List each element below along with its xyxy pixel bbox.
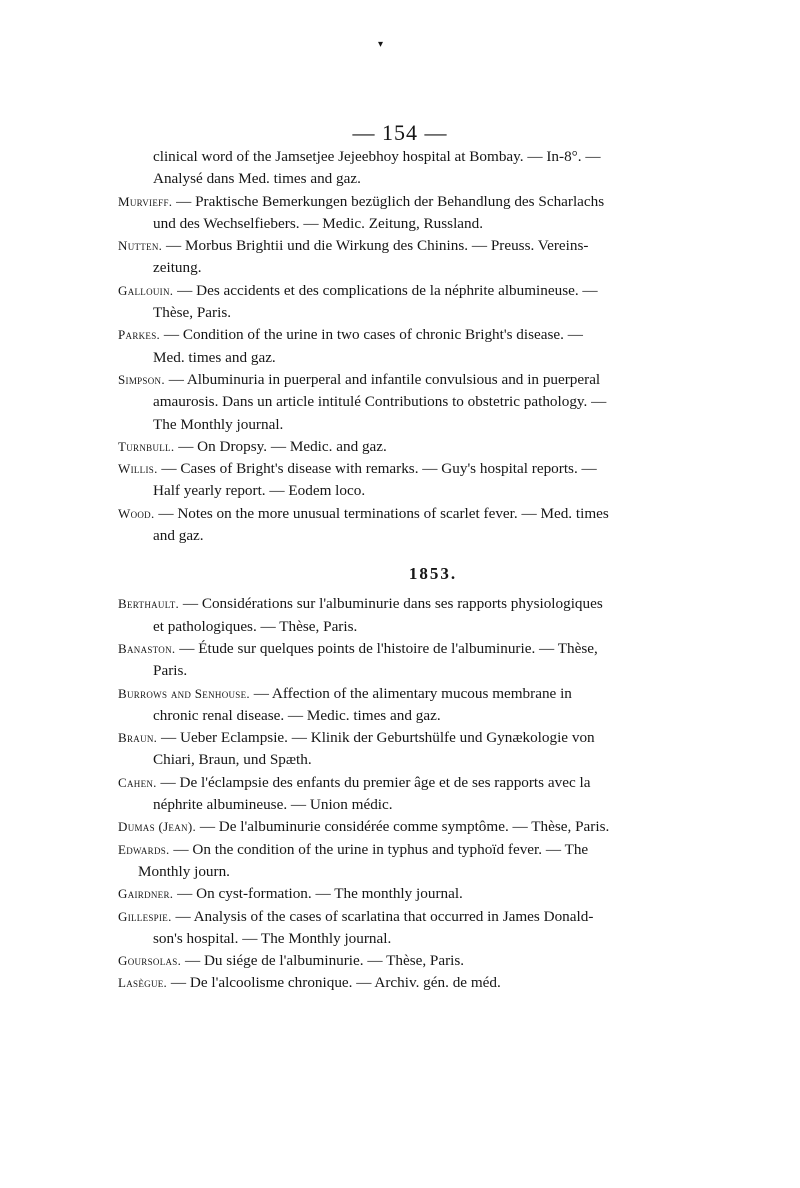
- bibliography-entry: [118, 280, 748, 325]
- bibliography-entry: [118, 816, 748, 838]
- entry-continuation-line: Monthly journ.: [138, 862, 230, 880]
- entry-continuation-line: chronic renal disease. — Medic. times and gaz.: [153, 706, 441, 724]
- entry-title: — On Dropsy. — Medic. and gaz.: [174, 437, 387, 455]
- bibliography-entry: [118, 235, 748, 280]
- bibliography-entry: [118, 772, 748, 817]
- entry-title: — Notes on the more unusual terminations of scarlet fever. — Med. times: [154, 504, 609, 522]
- entry-first-line: [118, 191, 748, 213]
- entry-continuation-line: Thèse, Paris.: [153, 304, 232, 322]
- entry-continuation-line: amaurosis. Dans un article intitulé Contributions to obstetric pathology. —: [153, 393, 607, 411]
- bibliography-entry: [118, 883, 748, 905]
- entry-title: — Cases of Bright's disease with remarks. — Guy's hospital reports. —: [157, 460, 597, 478]
- entry-first-line: [118, 436, 748, 458]
- entry-author: Gillespie.: [118, 908, 172, 924]
- entry-continuation-line: son's hospital. — The Monthly journal.: [153, 929, 392, 947]
- entry-continuation-line: und des Wechselfiebers. — Medic. Zeitung, Russland.: [153, 214, 484, 232]
- entry-first-line: [118, 839, 748, 861]
- entry-continuation-line: clinical word of the Jamsetjee Jejeebhoy hospital at Bombay. — In-8°. —: [153, 148, 601, 165]
- entry-continuation-line: Paris.: [153, 662, 188, 680]
- entry-title: — Ueber Eclampsie. — Klinik der Geburtshülfe und Gynækologie von: [157, 729, 595, 747]
- entry-continuation-line: and gaz.: [153, 527, 204, 545]
- entry-first-line: [118, 638, 748, 660]
- entry-first-line: [118, 235, 748, 257]
- bibliography-entry: [118, 436, 748, 458]
- bibliography-entry: [118, 503, 748, 548]
- entry-author: Goursolas.: [118, 953, 182, 969]
- section-1853: [118, 593, 748, 994]
- entry-author: Murvieff.: [118, 193, 173, 209]
- entry-first-line: [118, 727, 748, 749]
- entry-author: Edwards.: [118, 841, 170, 857]
- entry-first-line: [118, 280, 748, 302]
- bibliography-list: [118, 146, 748, 995]
- section-1852: [118, 146, 748, 547]
- ink-mark: ▾: [378, 39, 384, 50]
- entry-title: — Praktische Bemerkungen bezüglich der Behandlung des Scharlachs: [172, 192, 605, 210]
- entry-title: — Morbus Brightii und die Wirkung des Chinins. — Preuss. Vereins-: [162, 237, 589, 255]
- bibliography-entry: [118, 458, 748, 503]
- bibliography-entry: [118, 593, 748, 638]
- entry-author: Banaston.: [118, 640, 176, 656]
- entry-continuation-line: Analysé dans Med. times and gaz.: [153, 170, 361, 188]
- entry-first-line: [118, 883, 748, 905]
- bibliography-entry: [118, 191, 748, 236]
- bibliography-entry: [118, 906, 748, 951]
- entry-first-line: [118, 972, 748, 994]
- entry-continuation-line: Med. times and gaz.: [153, 348, 276, 366]
- entry-first-line: [118, 369, 748, 391]
- entry-continuation-line: Chiari, Braun, und Spæth.: [153, 751, 312, 769]
- entry-first-line: [118, 324, 748, 346]
- bibliography-entry: [118, 950, 748, 972]
- entry-author: Lasègue.: [118, 975, 168, 991]
- entry-author: Gallouin.: [118, 282, 174, 298]
- bibliography-entry: [118, 369, 748, 436]
- entry-first-line: [118, 816, 748, 838]
- bibliography-entry: [118, 683, 748, 728]
- entry-first-line: [118, 772, 748, 794]
- entry-first-line: [118, 683, 748, 705]
- entry-first-line: [118, 950, 748, 972]
- entry-title: — De l'alcoolisme chronique. — Archiv. gén. de méd.: [167, 974, 501, 992]
- entry-author: Willis.: [118, 461, 158, 477]
- bibliography-entry: [118, 839, 748, 884]
- entry-title: — Du siége de l'albuminurie. — Thèse, Paris.: [181, 952, 465, 970]
- entry-author: Wood.: [118, 505, 155, 521]
- entry-first-line: [118, 458, 748, 480]
- entry-title: — De l'éclampsie des enfants du premier âge et de ses rapports avec la: [156, 773, 591, 791]
- entry-author: Simpson.: [118, 371, 165, 387]
- bibliography-entry: [118, 146, 748, 191]
- entry-continuation-line: néphrite albumineuse. — Union médic.: [153, 796, 393, 814]
- entry-continuation-line: zeitung.: [153, 259, 202, 277]
- entry-author: Dumas (Jean).: [118, 819, 197, 835]
- entry-title: — Des accidents et des complications de la néphrite albumineuse. —: [173, 281, 598, 299]
- entry-title: — Étude sur quelques points de l'histoire de l'albuminurie. — Thèse,: [175, 639, 598, 657]
- entry-first-line: [118, 593, 748, 615]
- bibliography-entry: [118, 324, 748, 369]
- entry-continuation-line: et pathologiques. — Thèse, Paris.: [153, 617, 358, 635]
- entry-title: — On the condition of the urine in typhus and typhoïd fever. — The: [169, 840, 589, 858]
- entry-title: — Considérations sur l'albuminurie dans ses rapports physiologiques: [179, 595, 603, 613]
- entry-continuation-line: Half yearly report. — Eodem loco.: [153, 482, 366, 500]
- year-heading: 1853.: [408, 564, 458, 584]
- entry-title: — Analysis of the cases of scarlatina that occurred in James Donald-: [171, 907, 594, 925]
- entry-author: Berthault.: [118, 596, 180, 612]
- entry-author: Turnbull.: [118, 438, 175, 454]
- bibliography-entry: [118, 972, 748, 994]
- entry-first-line: [118, 503, 748, 525]
- page-number: — 154 —: [352, 120, 448, 145]
- entry-author: Parkes.: [118, 327, 161, 343]
- entry-title: — De l'albuminurie considérée comme symptôme. — Thèse, Paris.: [196, 818, 610, 836]
- entry-author: Cahen.: [118, 774, 157, 790]
- entry-title: — Affection of the alimentary mucous membrane in: [249, 684, 572, 702]
- bibliography-entry: [118, 638, 748, 683]
- entry-title: — On cyst-formation. — The monthly journal.: [173, 885, 463, 903]
- bibliography-entry: [118, 727, 748, 772]
- entry-author: Gairdner.: [118, 886, 174, 902]
- entry-author: Braun.: [118, 730, 158, 746]
- entry-continuation-line: The Monthly journal.: [153, 415, 284, 433]
- entry-title: — Condition of the urine in two cases of chronic Bright's disease. —: [160, 326, 583, 344]
- entry-author: Nutten.: [118, 238, 163, 254]
- entry-author: Burrows and Senhouse.: [118, 685, 250, 701]
- entry-first-line: [118, 906, 748, 928]
- entry-title: — Albuminuria in puerperal and infantile convulsious and in puerperal: [164, 370, 601, 388]
